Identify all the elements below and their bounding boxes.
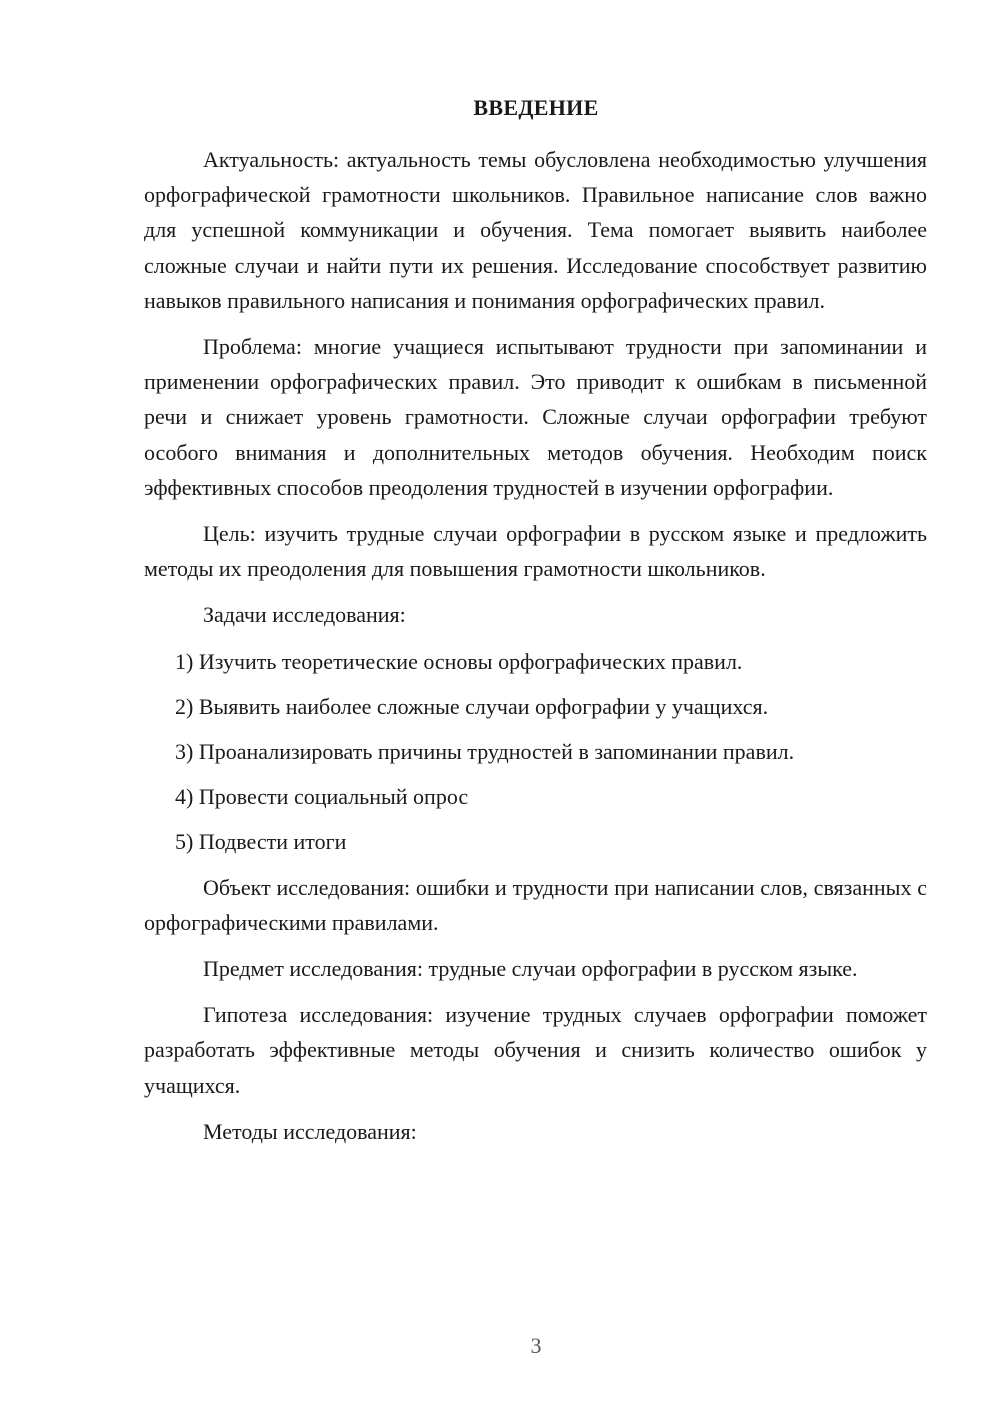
tasks-heading: Задачи исследования: <box>203 602 406 628</box>
task-item: 3) Проанализировать причины трудностей в запоминании правил. <box>175 739 795 765</box>
task-item: 4) Провести социальный опрос <box>175 784 469 810</box>
task-item: 1) Изучить теоретические основы орфографических правил. <box>175 648 743 674</box>
problem-paragraph: Проблема: многие учащиеся испытывают трудности при запоминании и применении орфографических правил. Это приводит к ошибкам в письменной речи и снижает уровень грамотности. Сложные случаи орфографии требуют особого внимания и дополнительных методов обучения. Необходим поиск эффективных способов преодоления трудностей в изучении орфографии. <box>144 334 927 500</box>
task-item: 2) Выявить наиболее сложные случаи орфографии у учащихся. <box>175 693 769 719</box>
methods-heading: Методы исследования: <box>203 1118 417 1144</box>
page-number: 3 <box>530 1333 542 1358</box>
hypothesis-paragraph: Гипотеза исследования: изучение трудных случаев орфографии поможет разработать эффективные методы обучения и снизить количество ошибок у учащихся. <box>144 1002 927 1098</box>
page-title: ВВЕДЕНИЕ <box>473 95 599 120</box>
subject-paragraph: Предмет исследования: трудные случаи орфографии в русском языке. <box>203 956 858 982</box>
task-item: 5) Подвести итоги <box>175 829 347 855</box>
document-body <box>144 142 927 1160</box>
relevance-paragraph: Актуальность: актуальность темы обусловлена необходимостью улучшения орфографической грамотности школьников. Правильное написание слов важно для успешной коммуникации и обучения. Тема помогает выявить наиболее сложные случаи и найти пути их решения. Исследование способствует развитию навыков правильного написания и понимания орфографических правил. <box>144 147 927 313</box>
object-paragraph: Объект исследования: ошибки и трудности при написании слов, связанных с орфографическими правилами. <box>144 874 927 935</box>
goal-paragraph: Цель: изучить трудные случаи орфографии в русском языке и предложить методы их преодоления для повышения грамотности школьников. <box>144 521 927 582</box>
